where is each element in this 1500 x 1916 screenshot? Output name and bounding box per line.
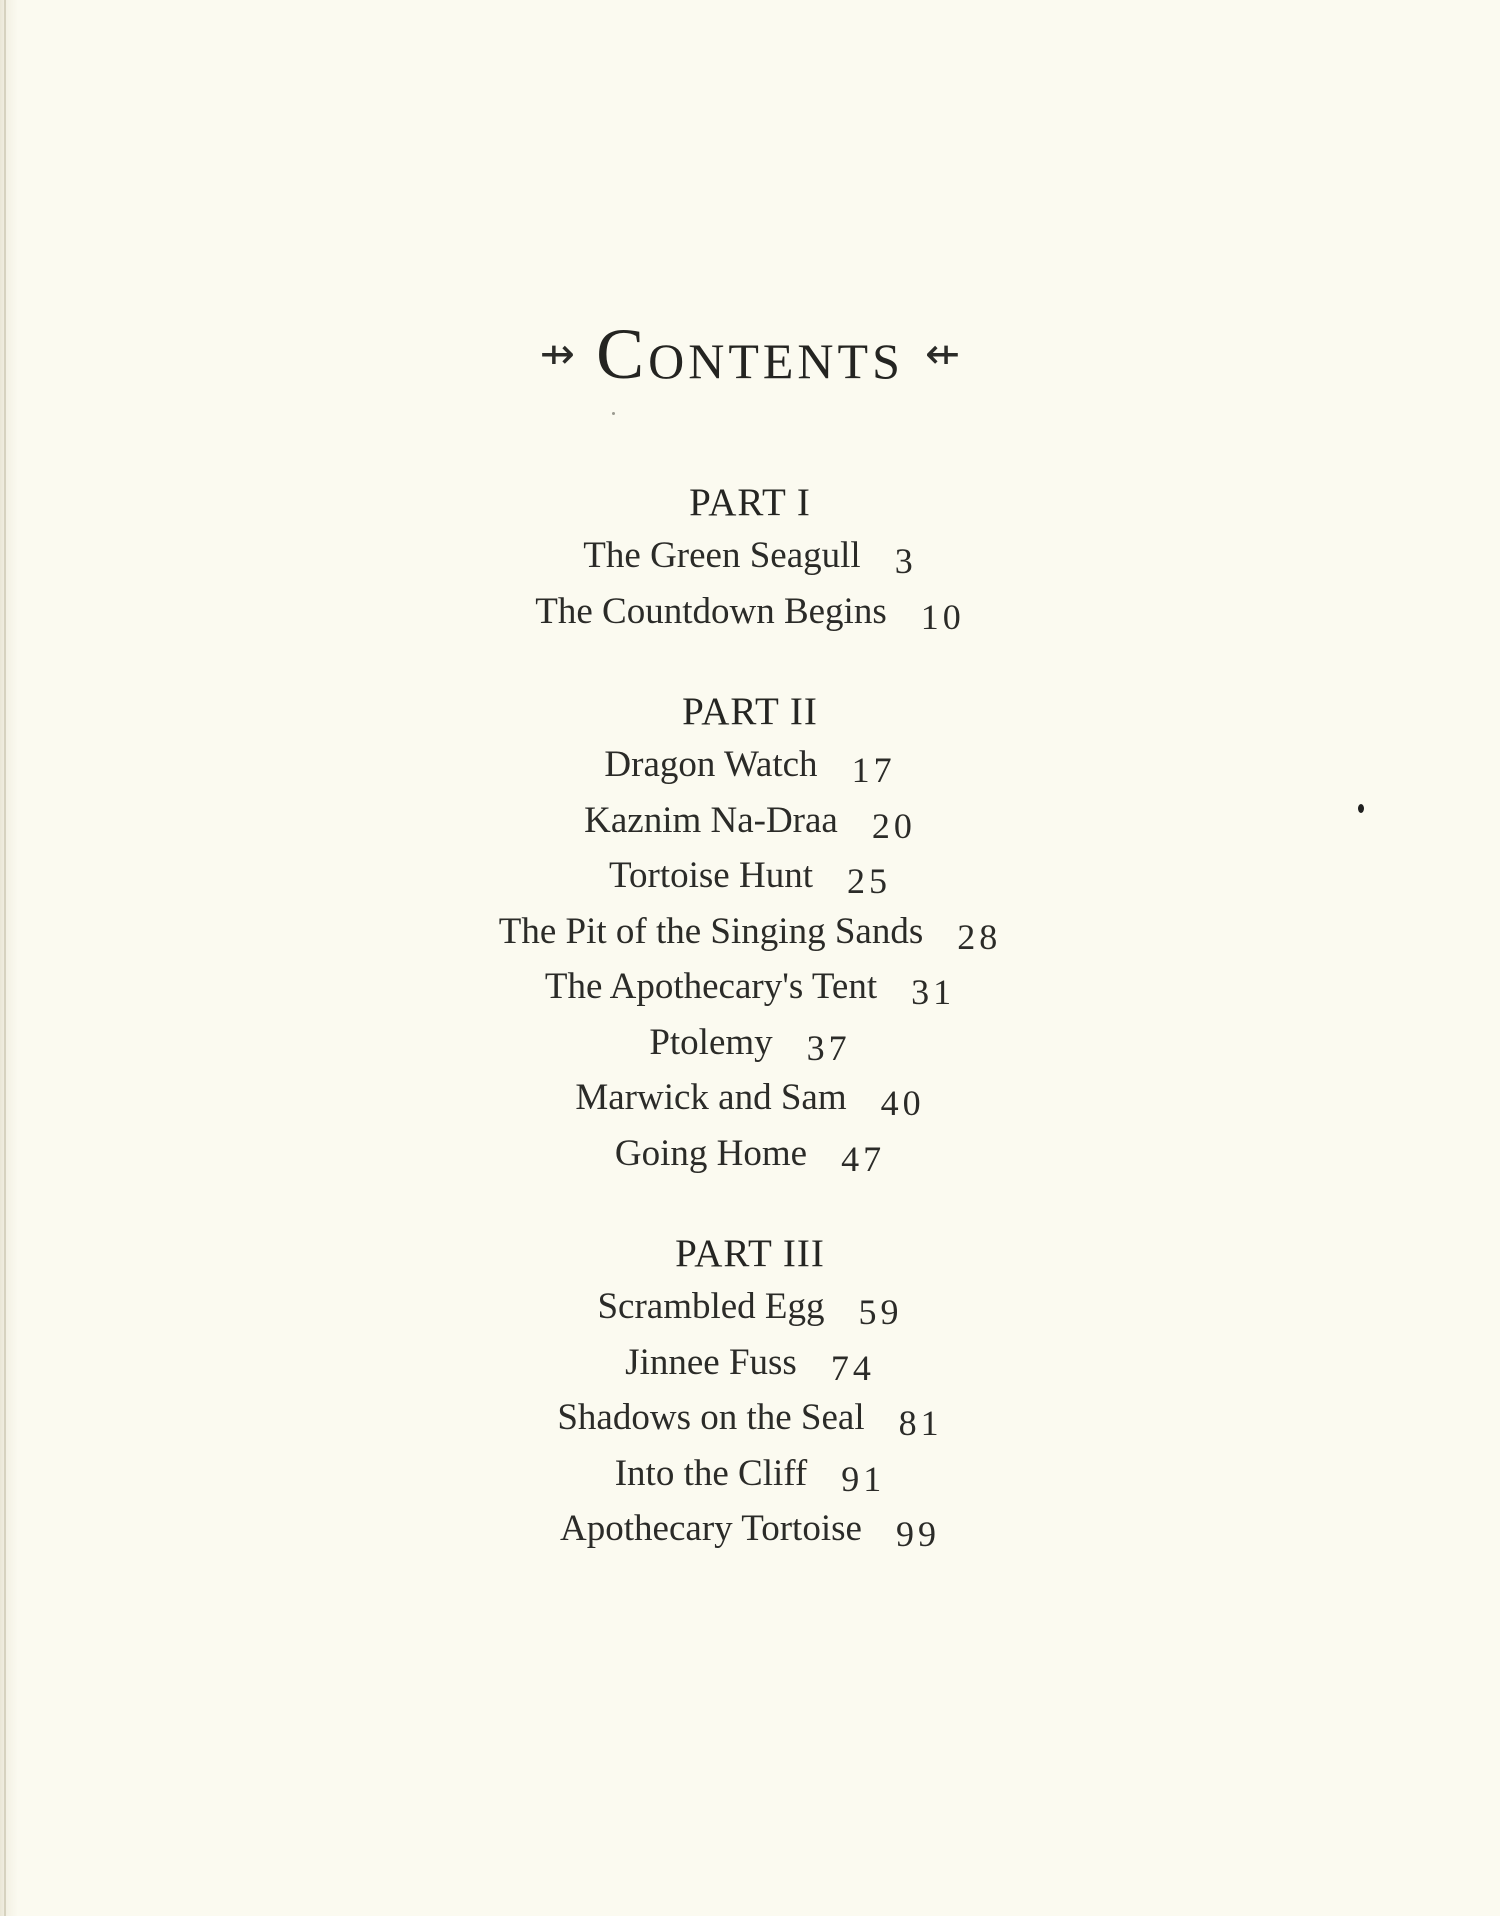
chapter-title: Tortoise Hunt <box>609 855 813 896</box>
chapter-title: Into the Cliff <box>614 1452 808 1494</box>
chapter-page-number: 81 <box>898 1403 943 1443</box>
chapter-entry <box>0 959 1500 1015</box>
table-of-contents <box>0 478 1500 1557</box>
chapter-title: Dragon Watch <box>604 744 818 785</box>
chapter-page-number: 47 <box>841 1138 886 1179</box>
chapter-entry <box>0 1015 1500 1071</box>
chapter-title: Ptolemy <box>649 1021 773 1063</box>
chapter-page-number: 10 <box>920 596 965 637</box>
chapter-entry <box>0 584 1500 640</box>
chapter-entry <box>0 1335 1500 1391</box>
chapter-entry <box>0 1126 1500 1182</box>
chapter-entry <box>0 1390 1500 1446</box>
chapter-list <box>0 737 1500 1181</box>
contents-header <box>0 314 1500 394</box>
chapter-page-number: 17 <box>851 750 896 790</box>
chapter-page-number: 20 <box>871 805 916 846</box>
left-ornament-icon: ⇸ <box>539 329 575 378</box>
chapter-page-number: 31 <box>911 972 956 1012</box>
chapter-entry <box>0 904 1500 960</box>
chapter-entry <box>0 528 1500 584</box>
chapter-page-number: 3 <box>894 541 917 581</box>
page-title: Contents <box>596 314 904 394</box>
chapter-title: The Green Seagull <box>583 535 861 576</box>
chapter-page-number: 25 <box>846 861 891 901</box>
chapter-title: The Pit of the Singing Sands <box>498 910 924 952</box>
chapter-page-number: 59 <box>858 1292 903 1332</box>
chapter-entry <box>0 1501 1500 1557</box>
chapter-title: Jinnee Fuss <box>625 1341 797 1383</box>
chapter-page-number: 28 <box>957 916 1002 957</box>
chapter-title: Kaznim Na-Draa <box>584 799 838 841</box>
part-2 <box>0 687 1500 1181</box>
chapter-page-number: 99 <box>895 1514 940 1554</box>
part-3 <box>0 1229 1500 1557</box>
chapter-title: Going Home <box>614 1132 808 1174</box>
right-ornament-icon: ⇷ <box>924 329 961 378</box>
part-heading: PART I <box>689 481 811 524</box>
chapter-entry <box>0 1070 1500 1126</box>
chapter-entry <box>0 793 1500 849</box>
chapter-title: Shadows on the Seal <box>557 1397 865 1438</box>
part-heading: PART III <box>675 1232 825 1275</box>
chapter-entry <box>0 737 1500 793</box>
chapter-entry <box>0 1446 1500 1502</box>
chapter-list <box>0 528 1500 639</box>
chapter-entry <box>0 848 1500 904</box>
part-heading: PART II <box>682 690 818 733</box>
ink-speck <box>612 412 615 415</box>
chapter-page-number: 40 <box>880 1083 925 1123</box>
chapter-title: Marwick and Sam <box>575 1077 847 1118</box>
part-1 <box>0 478 1500 639</box>
chapter-page-number: 74 <box>830 1347 875 1388</box>
chapter-title: The Apothecary's Tent <box>544 966 878 1007</box>
chapter-title: The Countdown Begins <box>535 590 887 632</box>
chapter-title: Scrambled Egg <box>597 1286 825 1327</box>
chapter-page-number: 37 <box>806 1027 851 1068</box>
chapter-entry <box>0 1279 1500 1335</box>
chapter-page-number: 91 <box>841 1458 886 1499</box>
chapter-title: Apothecary Tortoise <box>560 1508 862 1549</box>
chapter-list <box>0 1279 1500 1557</box>
